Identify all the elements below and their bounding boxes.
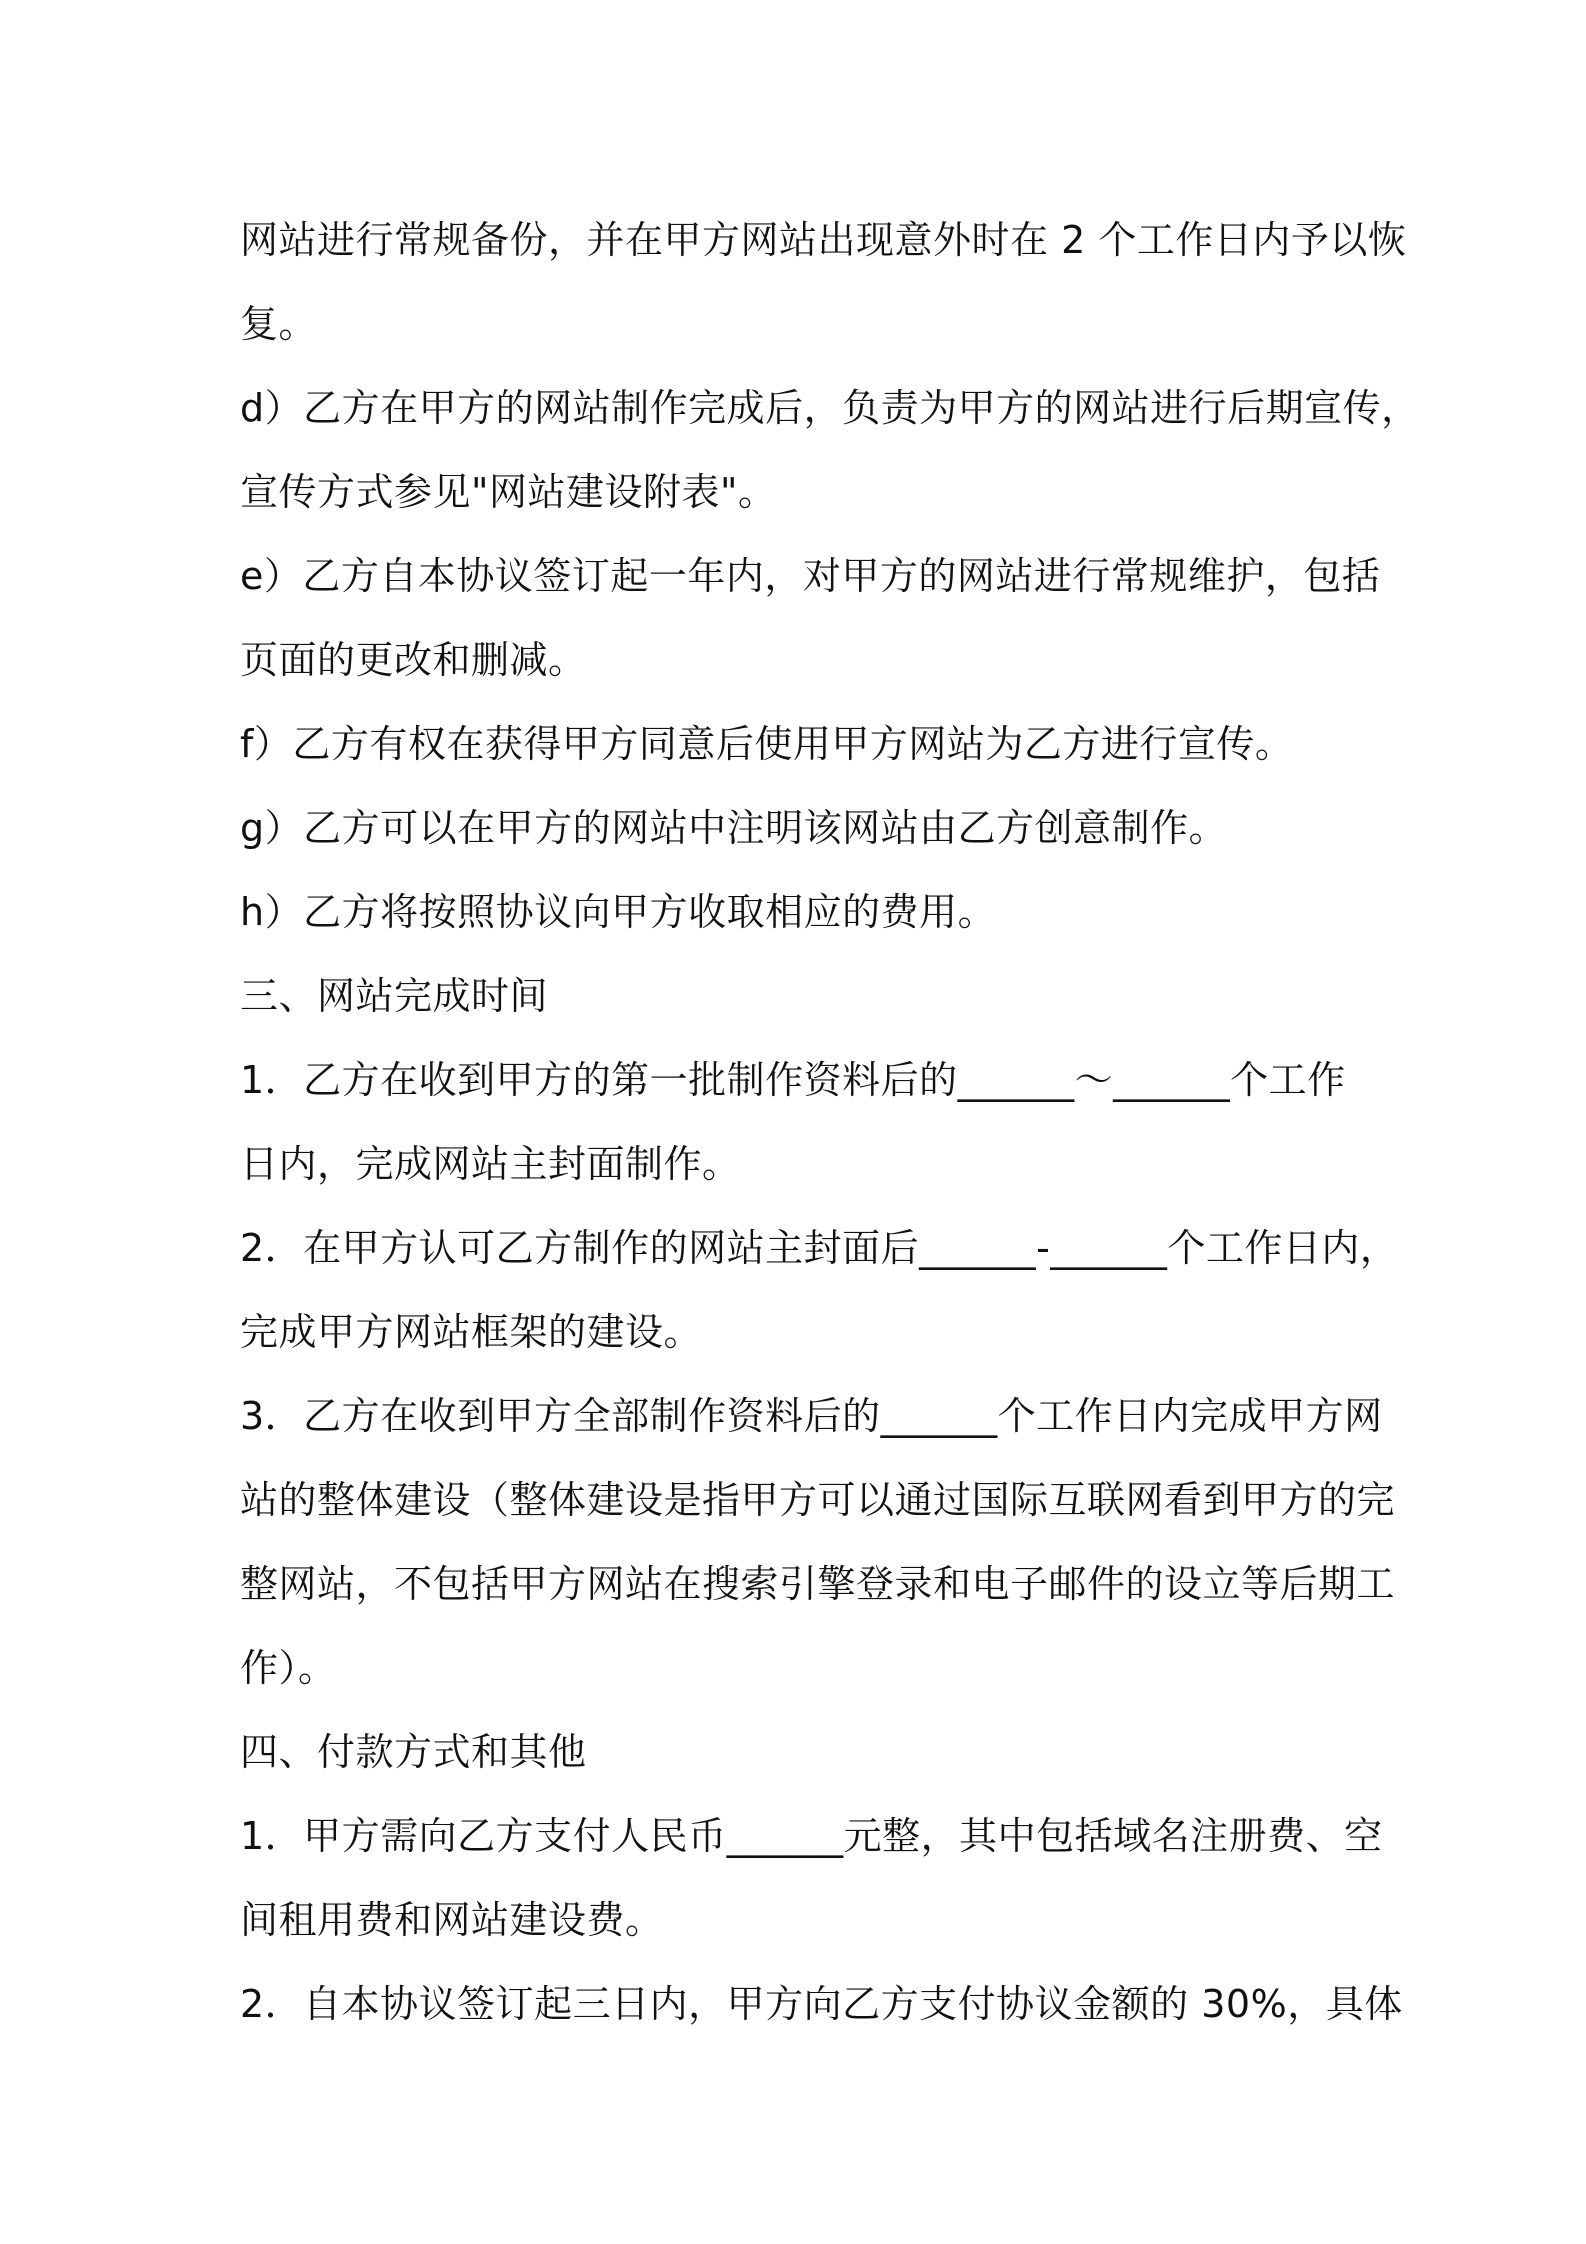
text-line: 复。: [240, 302, 318, 346]
text-line: 站的整体建设（整体建设是指甲方可以通过国际互联网看到甲方的完: [240, 1478, 1396, 1522]
text-line: 作）。: [240, 1646, 337, 1690]
text-line: 网站进行常规备份，并在甲方网站出现意外时在 2 个工作日内予以恢: [240, 218, 1407, 262]
text-line: e）乙方自本协议签订起一年内，对甲方的网站进行常规维护，包括: [240, 554, 1381, 598]
section-heading: 三、网站完成时间: [240, 974, 549, 1018]
text-line: 3．乙方在收到甲方全部制作资料后的______个工作日内完成甲方网: [240, 1394, 1383, 1438]
text-line: h）乙方将按照协议向甲方收取相应的费用。: [240, 890, 997, 934]
text-line: 日内，完成网站主封面制作。: [240, 1142, 741, 1186]
text-line: 1．甲方需向乙方支付人民币______元整，其中包括域名注册费、空: [240, 1814, 1383, 1858]
text-line: 2．在甲方认可乙方制作的网站主封面后______-______个工作日内，: [240, 1226, 1399, 1270]
text-line: 1．乙方在收到甲方的第一批制作资料后的______～______个工作: [240, 1058, 1346, 1102]
text-line: g）乙方可以在甲方的网站中注明该网站由乙方创意制作。: [240, 806, 1228, 850]
text-line: f）乙方有权在获得甲方同意后使用甲方网站为乙方进行宣传。: [240, 722, 1294, 766]
text-line: 宣传方式参见"网站建设附表"。: [240, 470, 777, 514]
text-line: 页面的更改和删减。: [240, 638, 587, 682]
text-line: 完成甲方网站框架的建设。: [240, 1310, 703, 1354]
text-line: 2．自本协议签订起三日内，甲方向乙方支付协议金额的 30%，具体: [240, 1982, 1403, 2026]
text-line: 间租用费和网站建设费。: [240, 1898, 664, 1942]
text-line: d）乙方在甲方的网站制作完成后，负责为甲方的网站进行后期宣传，: [240, 386, 1420, 430]
section-heading: 四、付款方式和其他: [240, 1730, 587, 1774]
text-line: 整网站，不包括甲方网站在搜索引擎登录和电子邮件的设立等后期工: [240, 1562, 1396, 1606]
document-body: [240, 198, 1420, 2046]
